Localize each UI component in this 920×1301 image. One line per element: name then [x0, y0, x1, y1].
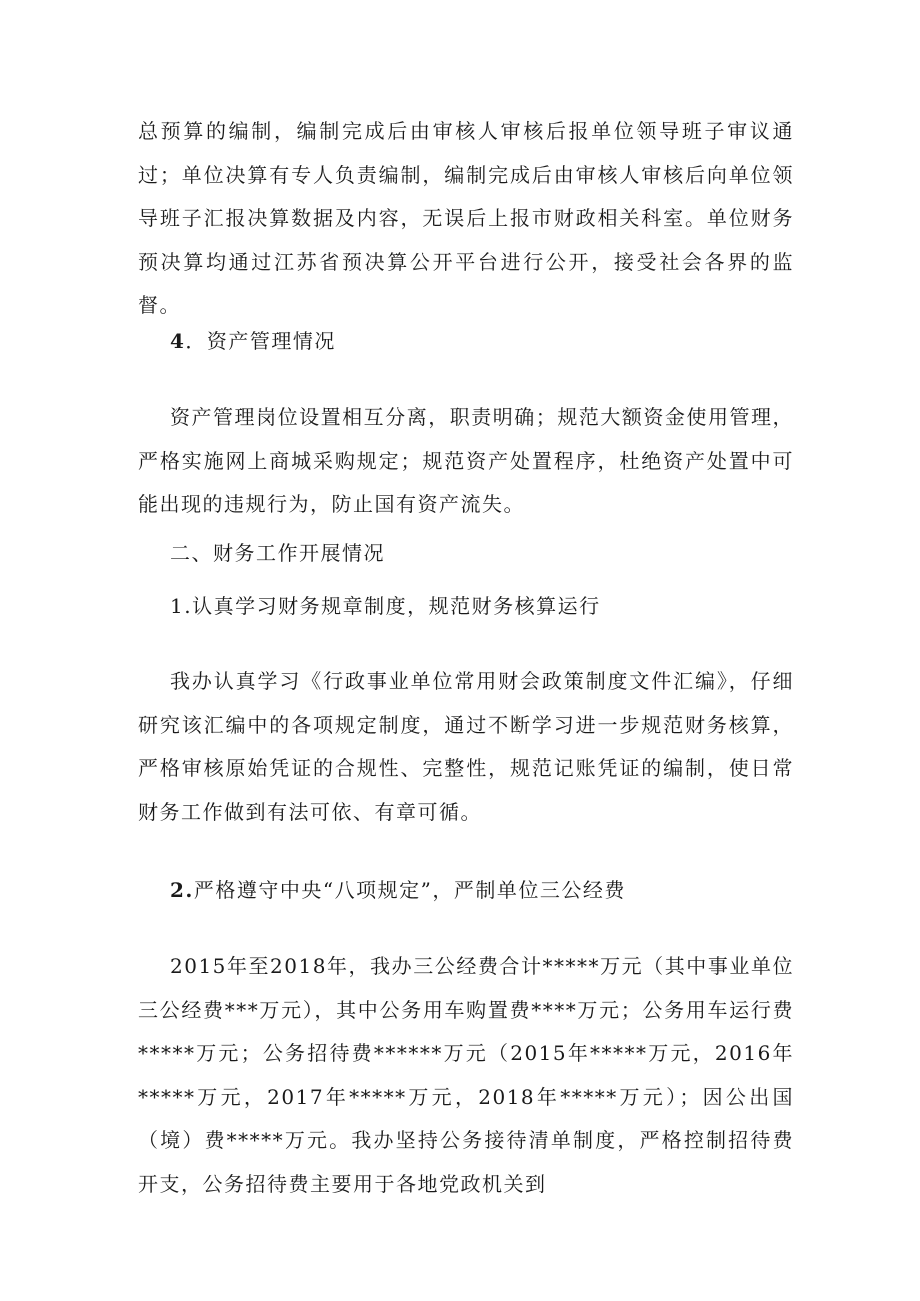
- heading-number: 4: [170, 329, 186, 353]
- paragraph-three-public-expenses: 2015年至2018年，我办三公经费合计*****万元（其中事业单位三公经费***万元），其中公务用车购置费****万元；公务用车运行费*****万元；公务招待费******万元（2015年*****万元，2016年*****万元，2017年*****万元，2018年*****万元）；因公出国（境）费*****万元。我办坚持公务接待清单制度，严格控制招待费开支，公务招待费主要用于各地党政机关到: [138, 954, 794, 1196]
- heading-eight-rules: [170, 875, 626, 905]
- heading-text: 严格遵守中央“八项规定”，严制单位三公经费: [193, 878, 626, 902]
- paragraph-asset-management: 资产管理岗位设置相互分离，职责明确；规范大额资金使用管理，严格实施网上商城采购规定；规范资产处置程序，杜绝资产处置中可能出现的违规行为，防止国有资产流失。: [138, 405, 794, 516]
- heading-number: 2.: [170, 878, 194, 902]
- section-heading-financial-work: 二、财务工作开展情况: [170, 541, 385, 565]
- heading-asset-management: [170, 326, 336, 356]
- paragraph-budget-compilation: 总预算的编制，编制完成后由审核人审核后报单位领导班子审议通过；单位决算有专人负责编制，编制完成后由审核人审核后向单位领导班子汇报决算数据及内容，无误后上报市财政相关科室。单位财务预决算均通过江苏省预决算公开平台进行公开，接受社会各界的监督。: [138, 119, 794, 317]
- heading-text: ．资产管理情况: [185, 329, 336, 353]
- paragraph-study-regulations: 我办认真学习《行政事业单位常用财会政策制度文件汇编》，仔细研究该汇编中的各项规定制度，通过不断学习进一步规范财务核算，严格审核原始凭证的合规性、完整性，规范记账凭证的编制，使日常财务工作做到有法可依、有章可循。: [138, 669, 794, 824]
- heading-study-regulations: 1.认真学习财务规章制度，规范财务核算运行: [170, 594, 601, 618]
